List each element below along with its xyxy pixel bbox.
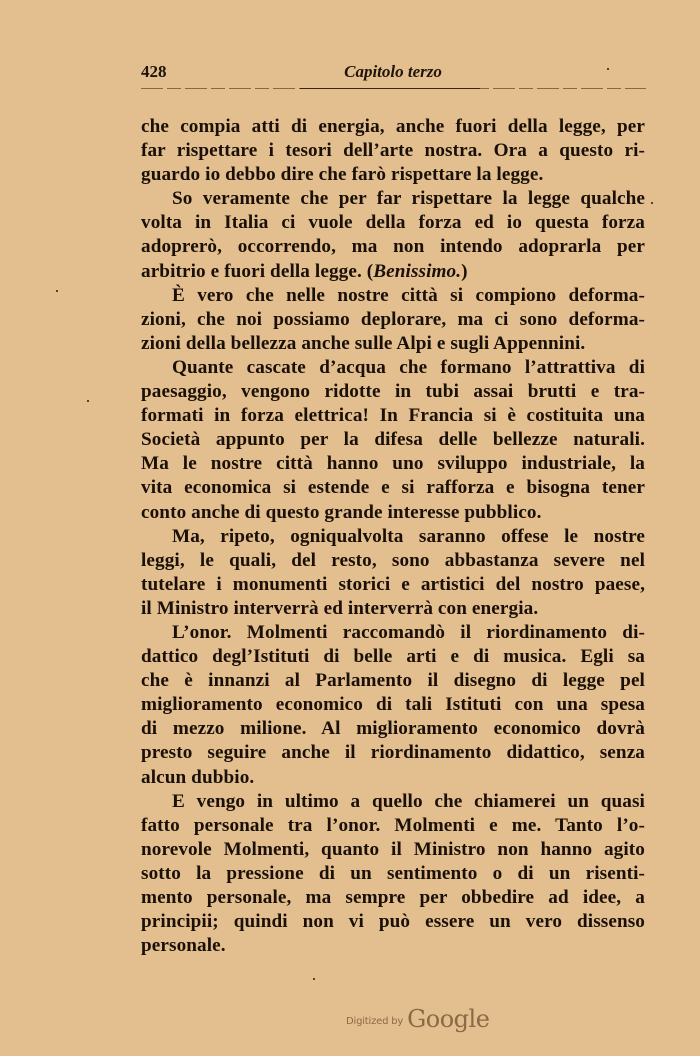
text-line: principii; quindi non vi può essere un vero dissenso: [141, 911, 645, 933]
text-line: di mezzo milione. Al miglioramento economico dovrà: [141, 718, 645, 740]
text-line: personale.: [141, 935, 226, 957]
paragraph: [141, 790, 645, 959]
text-line: È vero che nelle nostre città si compiono deforma-: [172, 284, 645, 306]
text-line: fatto personale tra l’onor. Molmenti e me. Tanto l’o-: [141, 814, 645, 836]
applause-note: Benissimo.: [373, 260, 462, 282]
text-line: miglioramento economico di tali Istituti con una spesa: [141, 694, 645, 716]
text-line: il Ministro interverrà ed interverrà con energia.: [141, 597, 539, 619]
text-line: Ma le nostre città hanno uno sviluppo industriale, la: [141, 453, 645, 475]
page-header: [141, 60, 645, 84]
text-line: paesaggio, vengono ridotte in tubi assai brutti e tra-: [141, 381, 645, 403]
paragraph: [141, 187, 645, 283]
text-line: Società appunto per la difesa delle bellezze naturali.: [141, 429, 645, 451]
text-line: [141, 260, 645, 284]
text-line: che è innanzi al Parlamento il disegno di legge pel: [141, 670, 645, 692]
text-line: leggi, le quali, del resto, sono abbastanza severe nel: [141, 549, 645, 571]
digitized-label: Digitized by: [346, 1016, 404, 1027]
paragraph: [141, 115, 645, 187]
digitized-by-google-watermark: [346, 1005, 489, 1033]
text-line: sotto la pressione di un sentimento o di un risenti-: [141, 862, 645, 884]
text-line: guardo io debbo dire che farò rispettare la legge.: [141, 164, 544, 186]
print-speck: [313, 978, 315, 980]
print-speck: [56, 290, 58, 292]
text-line: presto seguire anche il riordinamento didattico, senza: [141, 742, 645, 764]
header-rule-accent: [300, 88, 480, 89]
text-line: norevole Molmenti, quanto il Ministro non hanno agito: [141, 838, 645, 860]
paragraph: [141, 525, 645, 621]
text-fragment: arbitrio e fuori della legge. (: [141, 260, 374, 282]
text-fragment: ): [461, 260, 468, 282]
text-line: conto anche di questo grande interesse pubblico.: [141, 501, 542, 523]
text-line: E vengo in ultimo a quello che chiamerei un quasi: [172, 790, 645, 812]
paragraph: [141, 621, 645, 790]
print-speck: [607, 68, 609, 70]
text-line: dattico degl’Istituti di belle arti e di musica. Egli sa: [141, 646, 645, 668]
print-speck: [651, 202, 653, 204]
text-line: Ma, ripeto, ogniqualvolta saranno offese le nostre: [172, 525, 645, 547]
text-line: So veramente che per far rispettare la legge qualche: [172, 188, 645, 210]
text-line: alcun dubbio.: [141, 766, 255, 788]
text-line: L’onor. Molmenti raccomandò il riordinamento di-: [172, 621, 645, 643]
text-line: vita economica si estende e si rafforza e bisogna tener: [141, 477, 645, 499]
body-text: [141, 115, 645, 958]
paragraph: [141, 356, 645, 525]
paragraph: [141, 284, 645, 356]
text-line: tutelare i monumenti storici e artistici del nostro paese,: [141, 573, 645, 595]
print-speck: [87, 400, 89, 402]
text-line: Quante cascate d’acqua che formano l’attrattiva di: [172, 356, 645, 378]
text-line: che compia atti di energia, anche fuori della legge, per: [141, 116, 645, 137]
text-line: mento personale, ma sempre per obbedire ad idee, a: [141, 887, 645, 908]
text-line: zioni della bellezza anche sulle Alpi e sugli Appennini.: [141, 332, 586, 354]
text-line: zioni, che noi possiamo deplorare, ma ci sono deforma-: [141, 308, 645, 330]
text-line: adoprerò, occorrendo, ma non intendo adoprarla per: [141, 236, 645, 258]
google-logo: Google: [407, 1005, 490, 1033]
text-line: volta in Italia ci vuole della forza ed io questa forza: [141, 212, 645, 234]
text-line: far rispettare i tesori dell’arte nostra. Ora a questo ri-: [141, 140, 645, 162]
running-title: Capitolo terzo: [344, 62, 442, 81]
text-line: formati in forza elettrica! In Francia si è costituita una: [141, 405, 645, 427]
page-number: 428: [141, 62, 167, 81]
